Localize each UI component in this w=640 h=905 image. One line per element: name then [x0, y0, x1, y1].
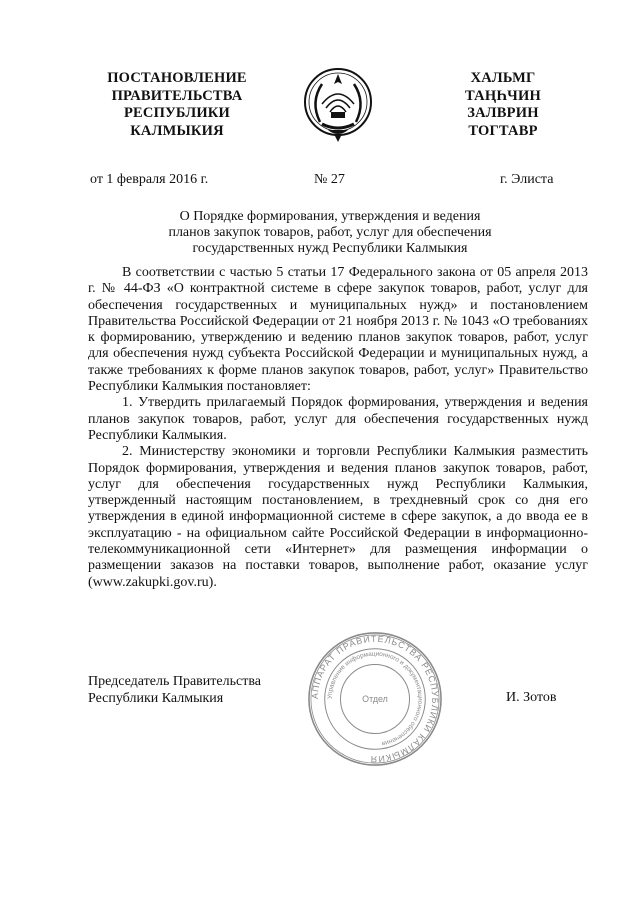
stamp-inner-text: Управление информационного и документационного обеспечения [326, 650, 424, 747]
signatory-position [88, 673, 261, 707]
body-paragraph: 1. Утвердить прилагаемый Порядок формирования, утверждения и ведения планов закупок товаров, работ, услуг для обеспечения государственных нужд Республики Калмыкия. [88, 395, 588, 443]
signatory-position-line: Председатель Правительства [88, 674, 261, 689]
signatory-name: И. Зотов [506, 690, 557, 705]
header-left [88, 70, 266, 140]
document-title [120, 209, 540, 257]
title-line: О Порядке формирования, утверждения и ведения [179, 209, 481, 224]
header-left-line: РЕСПУБЛИКИ [123, 105, 231, 121]
header-right [455, 70, 551, 140]
document-city: г. Элиста [500, 172, 554, 187]
signatory-position-line: Республики Калмыкия [88, 691, 224, 706]
title-line: планов закупок товаров, работ, услуг для обеспечения [168, 225, 492, 240]
document-date: от 1 февраля 2016 г. [90, 172, 209, 187]
document-number: № 27 [314, 172, 345, 187]
header-right-line: ХАЛЬМГ [470, 70, 536, 86]
emblem-icon [300, 64, 376, 144]
header-left-line: ПОСТАНОВЛЕНИЕ [107, 70, 247, 86]
document-body [88, 265, 588, 591]
header-left-line: ПРАВИТЕЛЬСТВА [111, 87, 243, 104]
header-right-line: ТОГТАВР [468, 122, 538, 139]
body-paragraph: В соответствии с частью 5 статьи 17 Федерального закона от 05 апреля 2013 г. № 44-ФЗ «О контрактной системе в сфере закупок товаров, работ, услуг для обеспечения государственных и муниципальных нужд» и постановлением Правительства Российской Федерации от 21 ноября 2013 г. № 1043 «О требованиях к формированию, утверждению и ведению планов закупок товаров, работ, услуг для обеспечения нужд субъекта Российской Федерации и муниципальных нужд, а также требованиях к форме планов закупок товаров, работ, услуг» Правительство Республики Калмыкия постановляет: [88, 265, 588, 395]
stamp-center-text: Отдел [362, 693, 388, 704]
official-stamp [306, 630, 444, 768]
header-left-line: КАЛМЫКИЯ [130, 122, 224, 139]
header-right-line: ТАҢҺЧИН [465, 87, 541, 104]
stamp-outer-text: АППАРАТ ПРАВИТЕЛЬСТВА РЕСПУБЛИКИ КАЛМЫКИЯ [309, 633, 441, 765]
header-right-line: ЗАЛВРИН [467, 105, 539, 121]
body-paragraph: 2. Министерству экономики и торговли Республики Калмыкия разместить Порядок формирования, утверждения и ведения планов закупок товаров, работ, услуг для обеспечения государственных нужд Республики Калмыкия, утвержденный настоящим постановлением, в трехдневный срок со дня его утверждения в единой информационной системе в сфере закупок, а до ввода ее в эксплуатацию - на официальном сайте Российской Федерации в информационно-телекоммуникационной сети «Интернет» для размещения информации о размещении заказов на поставки товаров, выполнение работ, оказание услуг (www.zakupki.gov.ru). [88, 444, 588, 590]
title-line: государственных нужд Республики Калмыкия [192, 241, 468, 256]
